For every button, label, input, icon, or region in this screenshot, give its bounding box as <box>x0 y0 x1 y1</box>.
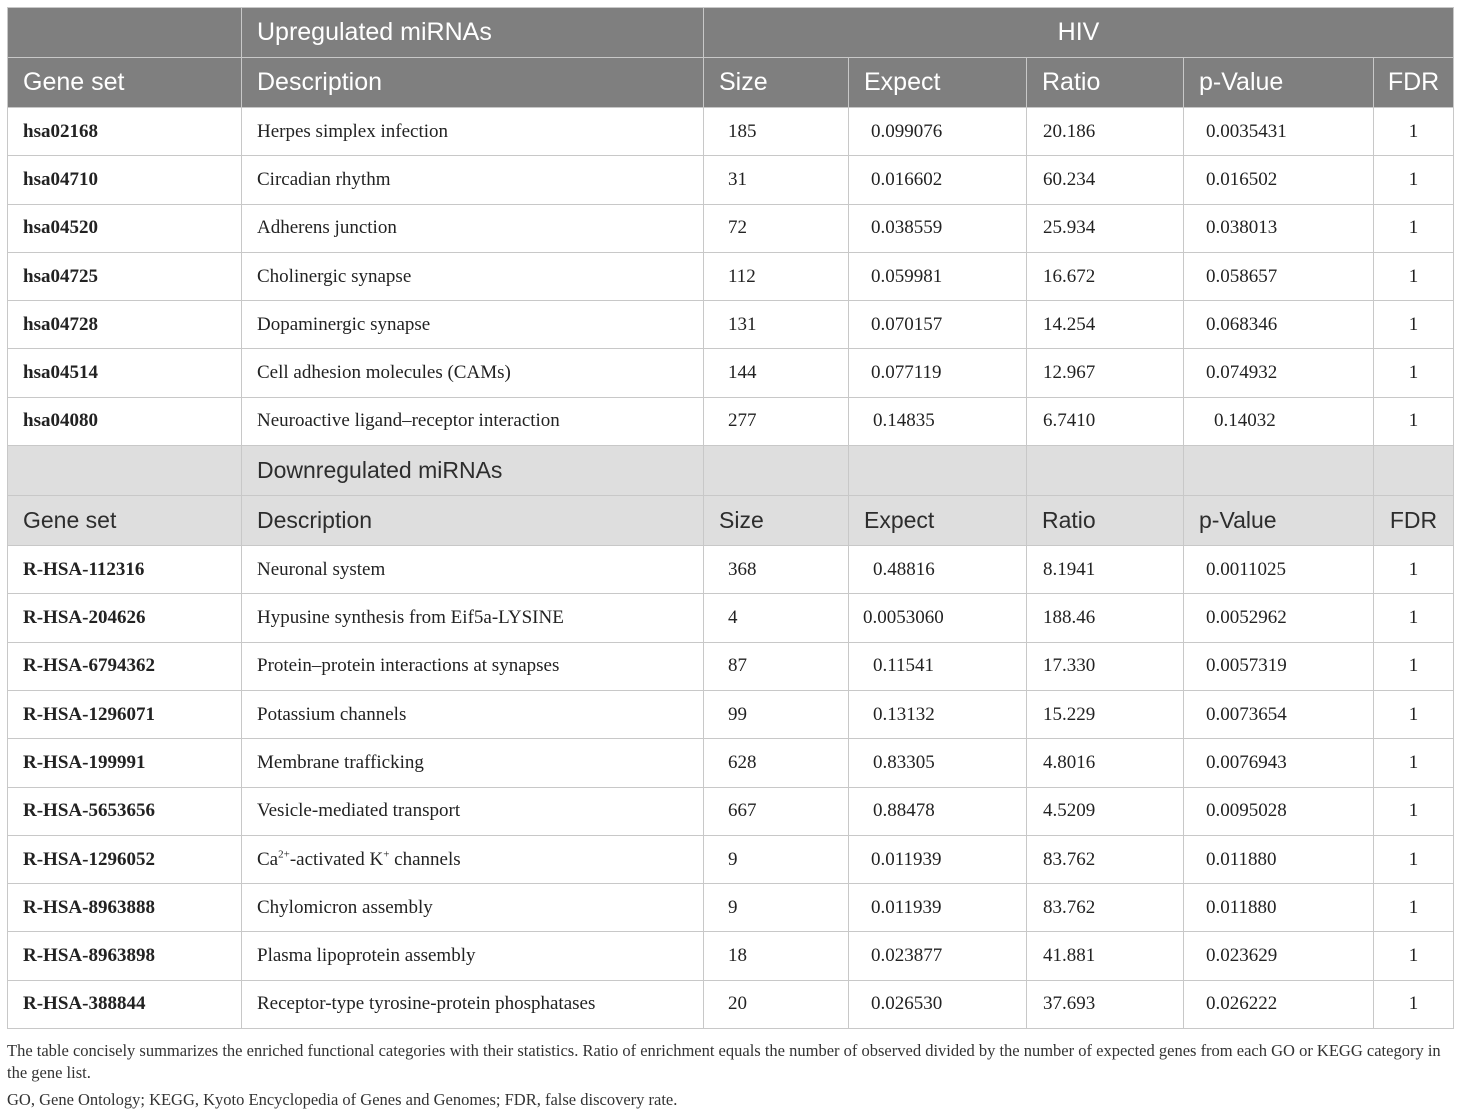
downregulated-column-header-row <box>8 496 1454 546</box>
p-value: 0.0011025 <box>1184 546 1374 594</box>
expect-value: 0.011939 <box>849 884 1027 932</box>
description: Circadian rhythm <box>242 156 704 204</box>
ratio-value: 41.881 <box>1027 932 1184 980</box>
table-row <box>8 594 1454 642</box>
description: Herpes simplex infection <box>242 108 704 156</box>
ratio-value: 188.46 <box>1027 594 1184 642</box>
expect-value: 0.14835 <box>849 397 1027 445</box>
gene-set-id: R-HSA-1296052 <box>8 835 242 883</box>
fdr-value: 1 <box>1374 301 1454 349</box>
fdr-value: 1 <box>1374 397 1454 445</box>
ratio-value: 4.5209 <box>1027 787 1184 835</box>
footnote-ratio: The table concisely summarizes the enriched functional categories with their statistics. Ratio of enrichment equals the number of observed divided by the number of expected genes from each GO or KEGG category in the gene list. <box>7 1041 1441 1082</box>
upregulated-title: Upregulated miRNAs <box>242 8 704 58</box>
size-value: 72 <box>704 204 849 252</box>
gene-set-id: hsa04514 <box>8 349 242 397</box>
table-row <box>8 108 1454 156</box>
expect-value: 0.48816 <box>849 546 1027 594</box>
ratio-value: 83.762 <box>1027 884 1184 932</box>
expect-value: 0.099076 <box>849 108 1027 156</box>
ratio-value: 83.762 <box>1027 835 1184 883</box>
p-value: 0.0076943 <box>1184 739 1374 787</box>
size-value: 99 <box>704 690 849 738</box>
superscript: + <box>383 848 390 861</box>
gene-set-id: hsa04728 <box>8 301 242 349</box>
description: Plasma lipoprotein assembly <box>242 932 704 980</box>
col-header-fdr: FDR <box>1374 58 1454 108</box>
description: Hypusine synthesis from Eif5a-LYSINE <box>242 594 704 642</box>
p-value: 0.011880 <box>1184 835 1374 883</box>
expect-value: 0.026530 <box>849 980 1027 1028</box>
table-row <box>8 397 1454 445</box>
ratio-value: 20.186 <box>1027 108 1184 156</box>
table-row <box>8 980 1454 1028</box>
ratio-value: 14.254 <box>1027 301 1184 349</box>
col-header-gene-set: Gene set <box>8 58 242 108</box>
size-value: 185 <box>704 108 849 156</box>
fdr-value: 1 <box>1374 932 1454 980</box>
fdr-value: 1 <box>1374 884 1454 932</box>
gene-set-id: hsa04710 <box>8 156 242 204</box>
expect-value: 0.016602 <box>849 156 1027 204</box>
col-header-size: Size <box>704 58 849 108</box>
superscript: 2+ <box>278 848 290 861</box>
col-header-gene-set: Gene set <box>8 496 242 546</box>
ratio-value: 12.967 <box>1027 349 1184 397</box>
gene-set-id: R-HSA-199991 <box>8 739 242 787</box>
description: Chylomicron assembly <box>242 884 704 932</box>
p-value: 0.0095028 <box>1184 787 1374 835</box>
table-row <box>8 690 1454 738</box>
expect-value: 0.059981 <box>849 252 1027 300</box>
col-header-p-value: p-Value <box>1184 58 1374 108</box>
fdr-value: 1 <box>1374 594 1454 642</box>
upregulated-column-header-row <box>8 58 1454 108</box>
col-header-expect: Expect <box>849 496 1027 546</box>
fdr-value: 1 <box>1374 108 1454 156</box>
size-value: 144 <box>704 349 849 397</box>
gene-set-id: R-HSA-1296071 <box>8 690 242 738</box>
table-row <box>8 301 1454 349</box>
description: Cholinergic synapse <box>242 252 704 300</box>
expect-value: 0.011939 <box>849 835 1027 883</box>
p-value: 0.068346 <box>1184 301 1374 349</box>
gene-set-id: R-HSA-8963898 <box>8 932 242 980</box>
expect-value: 0.83305 <box>849 739 1027 787</box>
expect-value: 0.038559 <box>849 204 1027 252</box>
size-value: 131 <box>704 301 849 349</box>
size-value: 667 <box>704 787 849 835</box>
table-row <box>8 787 1454 835</box>
p-value: 0.016502 <box>1184 156 1374 204</box>
enrichment-table <box>7 7 1454 1029</box>
gene-set-id: hsa04520 <box>8 204 242 252</box>
gene-set-id: R-HSA-6794362 <box>8 642 242 690</box>
fdr-value: 1 <box>1374 252 1454 300</box>
ratio-value: 17.330 <box>1027 642 1184 690</box>
col-header-ratio: Ratio <box>1027 496 1184 546</box>
ratio-value: 8.1941 <box>1027 546 1184 594</box>
p-value: 0.0057319 <box>1184 642 1374 690</box>
col-header-description: Description <box>242 496 704 546</box>
size-value: 112 <box>704 252 849 300</box>
empty-header-cell <box>8 446 242 496</box>
p-value: 0.058657 <box>1184 252 1374 300</box>
ratio-value: 15.229 <box>1027 690 1184 738</box>
size-value: 4 <box>704 594 849 642</box>
description: Adherens junction <box>242 204 704 252</box>
description-text: -activated K <box>289 848 384 870</box>
empty-header-cell <box>1374 446 1454 496</box>
size-value: 87 <box>704 642 849 690</box>
size-value: 628 <box>704 739 849 787</box>
description: Neuronal system <box>242 546 704 594</box>
fdr-value: 1 <box>1374 787 1454 835</box>
expect-value: 0.11541 <box>849 642 1027 690</box>
fdr-value: 1 <box>1374 835 1454 883</box>
fdr-value: 1 <box>1374 980 1454 1028</box>
description <box>242 835 704 883</box>
col-header-p-value: p-Value <box>1184 496 1374 546</box>
table-row <box>8 156 1454 204</box>
ratio-value: 60.234 <box>1027 156 1184 204</box>
p-value: 0.026222 <box>1184 980 1374 1028</box>
fdr-value: 1 <box>1374 349 1454 397</box>
upregulated-title-row <box>8 8 1454 58</box>
description: Dopaminergic synapse <box>242 301 704 349</box>
ratio-value: 37.693 <box>1027 980 1184 1028</box>
ratio-value: 16.672 <box>1027 252 1184 300</box>
table-row <box>8 932 1454 980</box>
col-header-expect: Expect <box>849 58 1027 108</box>
empty-header-cell <box>1184 446 1374 496</box>
expect-value: 0.023877 <box>849 932 1027 980</box>
col-header-size: Size <box>704 496 849 546</box>
expect-value: 0.070157 <box>849 301 1027 349</box>
downregulated-title: Downregulated miRNAs <box>242 446 704 496</box>
fdr-value: 1 <box>1374 156 1454 204</box>
empty-header-cell <box>8 8 242 58</box>
fdr-value: 1 <box>1374 690 1454 738</box>
p-value: 0.0073654 <box>1184 690 1374 738</box>
col-header-ratio: Ratio <box>1027 58 1184 108</box>
description: Membrane trafficking <box>242 739 704 787</box>
ratio-value: 25.934 <box>1027 204 1184 252</box>
size-value: 20 <box>704 980 849 1028</box>
gene-set-id: R-HSA-5653656 <box>8 787 242 835</box>
description: Vesicle-mediated transport <box>242 787 704 835</box>
gene-set-id: hsa02168 <box>8 108 242 156</box>
table-row <box>8 835 1454 883</box>
fdr-value: 1 <box>1374 546 1454 594</box>
description: Neuroactive ligand–receptor interaction <box>242 397 704 445</box>
gene-set-id: hsa04080 <box>8 397 242 445</box>
size-value: 368 <box>704 546 849 594</box>
p-value: 0.14032 <box>1184 397 1374 445</box>
size-value: 9 <box>704 835 849 883</box>
fdr-value: 1 <box>1374 204 1454 252</box>
expect-value: 0.13132 <box>849 690 1027 738</box>
description: Cell adhesion molecules (CAMs) <box>242 349 704 397</box>
p-value: 0.023629 <box>1184 932 1374 980</box>
empty-header-cell <box>704 446 849 496</box>
p-value: 0.038013 <box>1184 204 1374 252</box>
table-row <box>8 884 1454 932</box>
gene-set-id: R-HSA-112316 <box>8 546 242 594</box>
expect-value: 0.077119 <box>849 349 1027 397</box>
table-row <box>8 252 1454 300</box>
downregulated-title-row <box>8 446 1454 496</box>
description: Receptor-type tyrosine-protein phosphatases <box>242 980 704 1028</box>
ratio-value: 6.7410 <box>1027 397 1184 445</box>
p-value: 0.0035431 <box>1184 108 1374 156</box>
p-value: 0.0052962 <box>1184 594 1374 642</box>
description: Potassium channels <box>242 690 704 738</box>
description: Protein–protein interactions at synapses <box>242 642 704 690</box>
empty-header-cell <box>849 446 1027 496</box>
fdr-value: 1 <box>1374 642 1454 690</box>
description-text: channels <box>389 848 461 870</box>
gene-set-id: R-HSA-204626 <box>8 594 242 642</box>
size-value: 277 <box>704 397 849 445</box>
size-value: 9 <box>704 884 849 932</box>
gene-set-id: R-HSA-8963888 <box>8 884 242 932</box>
expect-value: 0.88478 <box>849 787 1027 835</box>
p-value: 0.074932 <box>1184 349 1374 397</box>
table-row <box>8 349 1454 397</box>
col-header-description: Description <box>242 58 704 108</box>
description-text: Ca <box>257 848 279 870</box>
p-value: 0.011880 <box>1184 884 1374 932</box>
table-row <box>8 739 1454 787</box>
col-header-fdr: FDR <box>1374 496 1454 546</box>
fdr-value: 1 <box>1374 739 1454 787</box>
table-row <box>8 204 1454 252</box>
hiv-group-header: HIV <box>704 8 1454 58</box>
empty-header-cell <box>1027 446 1184 496</box>
size-value: 31 <box>704 156 849 204</box>
size-value: 18 <box>704 932 849 980</box>
gene-set-id: R-HSA-388844 <box>8 980 242 1028</box>
table-row <box>8 642 1454 690</box>
table-row <box>8 546 1454 594</box>
gene-set-id: hsa04725 <box>8 252 242 300</box>
footnote-abbreviations: GO, Gene Ontology; KEGG, Kyoto Encyclopedia of Genes and Genomes; FDR, false discovery rate. <box>7 1090 678 1109</box>
expect-value: 0.0053060 <box>849 594 1027 642</box>
ratio-value: 4.8016 <box>1027 739 1184 787</box>
